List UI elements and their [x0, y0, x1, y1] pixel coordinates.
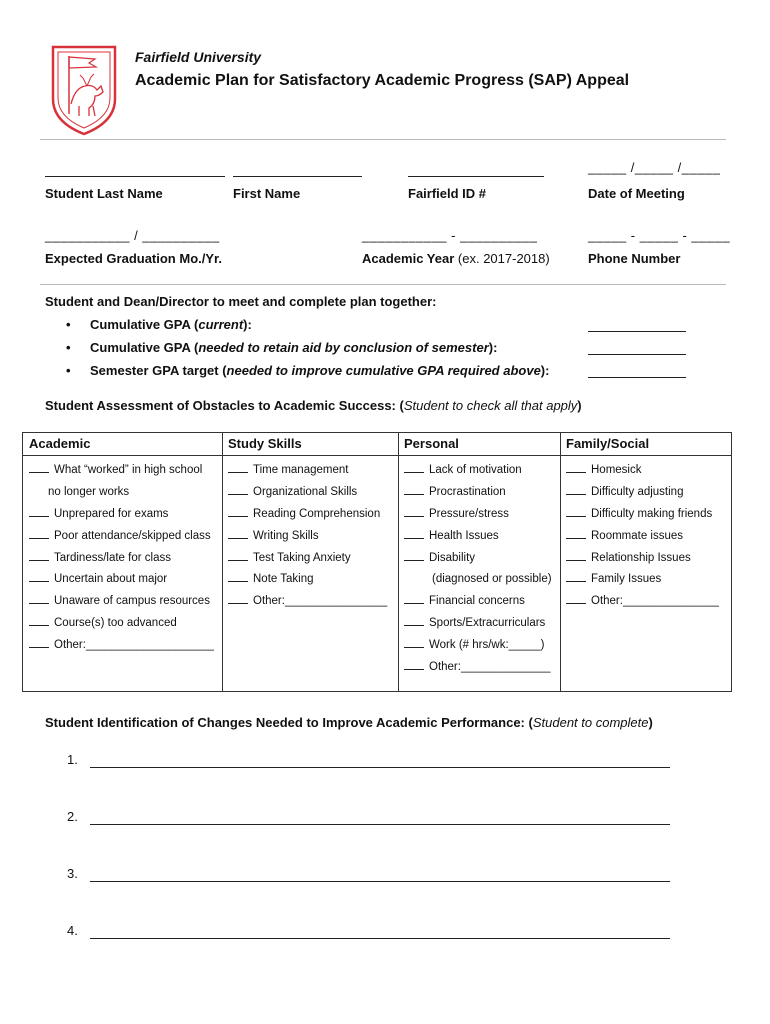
bullet-post: ): — [243, 317, 252, 332]
column-divider — [398, 433, 399, 691]
obstacle-item — [566, 460, 728, 482]
change-line-3[interactable] — [90, 881, 670, 882]
checkbox-blank[interactable] — [29, 462, 49, 473]
obstacle-label: Difficulty adjusting — [591, 485, 684, 498]
obstacle-label: Test Taking Anxiety — [253, 551, 351, 564]
obstacle-label: Homesick — [591, 464, 642, 476]
changes-note: Student to complete — [532, 715, 649, 730]
obstacle-item — [29, 482, 219, 504]
obstacle-item — [228, 504, 396, 526]
column-divider — [222, 433, 223, 691]
assessment-title-text: Student Assessment of Obstacles to Academic Success: — [45, 398, 396, 413]
obstacle-item — [566, 482, 728, 504]
obstacle-item — [29, 548, 219, 570]
obstacle-label: Lack of motivation — [429, 464, 522, 476]
cumulative-gpa-current-field[interactable] — [588, 331, 686, 332]
obstacle-label: Pressure/stress — [429, 507, 509, 520]
checkbox-blank[interactable] — [404, 462, 424, 473]
obstacle-item — [29, 460, 219, 482]
bullet-pre: Cumulative GPA ( — [90, 340, 199, 355]
obstacle-item — [404, 657, 558, 679]
bullet-pre: Semester GPA target ( — [90, 363, 227, 378]
phone-number-label: Phone Number — [588, 251, 681, 266]
bullet-icon: • — [66, 340, 71, 355]
checkbox-blank[interactable] — [29, 528, 49, 539]
obstacle-item — [29, 635, 219, 657]
date-of-meeting-label: Date of Meeting — [588, 186, 685, 201]
obstacle-item — [404, 635, 558, 657]
change-line-4[interactable] — [90, 938, 670, 939]
obstacle-label: Unaware of campus resources — [54, 595, 210, 608]
obstacle-label: Other:______________ — [429, 661, 551, 674]
change-number-4: 4. — [67, 923, 78, 938]
cumulative-gpa-needed-field[interactable] — [588, 354, 686, 355]
change-number-2: 2. — [67, 809, 78, 824]
obstacle-item — [404, 482, 558, 504]
checkbox-blank[interactable] — [228, 462, 248, 473]
checkbox-blank[interactable] — [566, 506, 586, 517]
obstacle-item — [404, 460, 558, 482]
academic-year-example: (ex. 2017-2018) — [457, 251, 550, 266]
obstacle-item — [29, 591, 219, 613]
obstacle-label: Procrastination — [429, 485, 506, 498]
university-name: Fairfield University — [135, 49, 262, 65]
checkbox-blank[interactable] — [404, 637, 424, 648]
checkbox-blank[interactable] — [404, 528, 424, 539]
obstacle-label: Disability — [429, 551, 476, 564]
checkbox-blank[interactable] — [566, 462, 586, 473]
obstacle-label: Family Issues — [591, 573, 662, 586]
obstacle-label: What “worked” in high school — [54, 464, 203, 476]
section-divider — [40, 284, 726, 285]
obstacle-label: Other:_______________ — [591, 595, 719, 608]
obstacle-item — [404, 613, 558, 635]
obstacle-label: (diagnosed or possible) — [432, 573, 552, 586]
obstacle-item — [566, 504, 728, 526]
plan-intro: Student and Dean/Director to meet and complete plan together: — [45, 294, 437, 309]
semester-gpa-target-item — [66, 363, 549, 378]
checkbox-blank[interactable] — [228, 571, 248, 582]
bullet-post: ): — [488, 340, 498, 355]
obstacle-label: Time management — [253, 464, 349, 476]
form-title: Academic Plan for Satisfactory Academic Progress (SAP) Appeal — [135, 72, 630, 89]
column-header-study-skills: Study Skills — [228, 436, 302, 451]
fairfield-id-field[interactable] — [408, 176, 544, 177]
checkbox-blank[interactable] — [228, 484, 248, 495]
checkbox-blank[interactable] — [29, 506, 49, 517]
obstacle-label: Financial concerns — [429, 595, 525, 608]
study-skills-column — [228, 460, 396, 613]
checkbox-blank[interactable] — [228, 528, 248, 539]
header-divider — [40, 139, 726, 140]
change-line-1[interactable] — [90, 767, 670, 768]
checkbox-blank[interactable] — [566, 593, 586, 604]
personal-column — [404, 460, 558, 679]
obstacle-item — [404, 504, 558, 526]
obstacle-label: Difficulty making friends — [591, 507, 713, 520]
obstacle-label: Poor attendance/skipped class — [54, 529, 211, 542]
assessment-note: Student to check all that apply — [403, 398, 578, 413]
bullet-em: needed to improve cumulative GPA required above — [226, 363, 541, 378]
checkbox-blank[interactable] — [29, 615, 49, 626]
checkbox-blank[interactable] — [29, 571, 49, 582]
obstacle-item — [566, 569, 728, 591]
change-number-1: 1. — [67, 752, 78, 767]
column-header-personal: Personal — [404, 436, 459, 451]
obstacle-item — [228, 482, 396, 504]
checkbox-blank[interactable] — [566, 550, 586, 561]
checkbox-blank[interactable] — [404, 484, 424, 495]
checkbox-blank[interactable] — [404, 506, 424, 517]
obstacles-table — [22, 432, 732, 692]
obstacle-label: Reading Comprehension — [253, 507, 381, 520]
last-name-label: Student Last Name — [45, 186, 163, 201]
obstacle-item — [228, 526, 396, 548]
obstacle-label: Tardiness/late for class — [54, 551, 171, 564]
checkbox-blank[interactable] — [228, 550, 248, 561]
checkbox-blank[interactable] — [566, 528, 586, 539]
change-number-3: 3. — [67, 866, 78, 881]
bullet-pre: Cumulative GPA ( — [90, 317, 199, 332]
checkbox-blank[interactable] — [29, 593, 49, 604]
checkbox-blank[interactable] — [404, 615, 424, 626]
semester-gpa-target-field[interactable] — [588, 377, 686, 378]
bullet-icon: • — [66, 317, 71, 332]
obstacle-label: Course(s) too advanced — [54, 617, 177, 630]
obstacle-label: Unprepared for exams — [54, 507, 169, 520]
table-header-divider — [23, 455, 731, 456]
checkbox-blank[interactable] — [29, 637, 49, 648]
obstacle-item — [404, 569, 558, 591]
checkbox-blank[interactable] — [566, 571, 586, 582]
checkbox-blank[interactable] — [404, 550, 424, 561]
obstacle-label: Sports/Extracurriculars — [429, 617, 546, 630]
obstacle-label: Health Issues — [429, 529, 499, 542]
cumulative-gpa-current-item — [66, 317, 252, 332]
bullet-em: current — [198, 317, 244, 332]
column-header-family-social: Family/Social — [566, 436, 650, 451]
academic-year-field[interactable]: ___________ - __________ — [362, 228, 538, 243]
phone-number-field[interactable]: _____ - _____ - _____ — [588, 228, 731, 243]
obstacle-label: Other:____________________ — [54, 639, 214, 652]
obstacle-label: no longer works — [48, 485, 130, 498]
assessment-title: Student Assessment of Obstacles to Academic Success: (Student to check all that apply) — [45, 398, 582, 413]
date-of-meeting-field[interactable]: _____ /_____ /_____ — [588, 160, 721, 175]
first-name-label: First Name — [233, 186, 301, 201]
obstacle-item — [228, 460, 396, 482]
obstacle-item — [404, 526, 558, 548]
obstacle-item — [228, 548, 396, 570]
checkbox-blank[interactable] — [404, 659, 424, 670]
expected-graduation-field[interactable]: ___________ / __________ — [45, 228, 220, 243]
obstacle-item — [29, 526, 219, 548]
obstacle-item — [29, 504, 219, 526]
bullet-em: needed to retain aid by conclusion of semester — [198, 340, 489, 355]
changes-title-text: Student Identification of Changes Needed to Improve Academic Performance: — [45, 715, 525, 730]
column-header-academic: Academic — [29, 436, 91, 451]
obstacle-label: Other:________________ — [253, 595, 388, 608]
obstacle-item — [29, 569, 219, 591]
bullet-icon: • — [66, 363, 71, 378]
obstacle-item — [566, 591, 728, 613]
column-divider — [560, 433, 561, 691]
obstacle-item — [566, 548, 728, 570]
university-crest-logo — [49, 44, 119, 136]
obstacle-label: Uncertain about major — [54, 573, 168, 586]
obstacle-item — [29, 613, 219, 635]
checkbox-blank[interactable] — [29, 550, 49, 561]
fairfield-id-label: Fairfield ID # — [408, 186, 487, 201]
academic-year-label: Academic Year — [362, 251, 455, 266]
family-social-column — [566, 460, 728, 613]
checkbox-blank[interactable] — [228, 506, 248, 517]
obstacle-label: Roommate issues — [591, 529, 684, 542]
obstacle-item — [228, 569, 396, 591]
obstacle-label: Relationship Issues — [591, 551, 691, 564]
obstacle-item — [228, 591, 396, 613]
academic-year-label-group — [362, 251, 550, 266]
bullet-post: ): — [540, 363, 550, 378]
obstacle-label: Writing Skills — [253, 529, 319, 542]
obstacle-item — [404, 591, 558, 613]
change-line-2[interactable] — [90, 824, 670, 825]
first-name-field[interactable] — [233, 176, 362, 177]
obstacle-item — [566, 526, 728, 548]
obstacle-item — [404, 548, 558, 570]
obstacle-label: Organizational Skills — [253, 485, 358, 498]
last-name-field[interactable] — [45, 176, 225, 177]
changes-title: Student Identification of Changes Needed to Improve Academic Performance: (Student to complete) — [45, 715, 653, 730]
academic-column — [29, 460, 219, 657]
obstacle-label: Work (# hrs/wk:_____) — [429, 639, 545, 652]
obstacle-label: Note Taking — [253, 573, 314, 586]
checkbox-blank[interactable] — [228, 593, 248, 604]
cumulative-gpa-needed-item — [66, 340, 497, 355]
checkbox-blank[interactable] — [566, 484, 586, 495]
checkbox-blank[interactable] — [404, 593, 424, 604]
expected-graduation-label: Expected Graduation Mo./Yr. — [45, 251, 222, 266]
